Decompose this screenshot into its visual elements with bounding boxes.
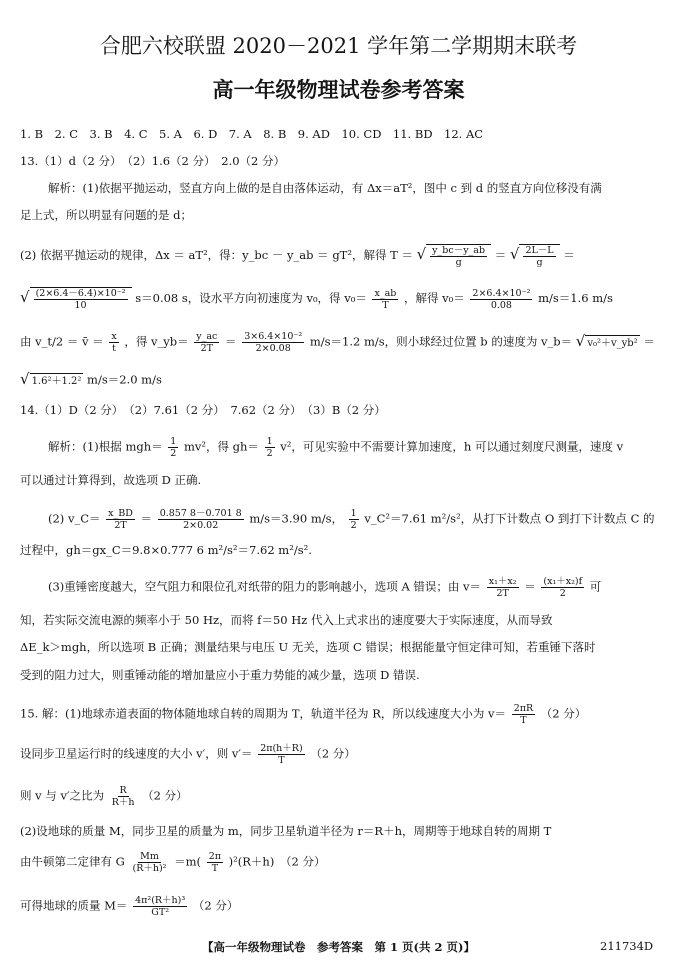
fraction-numerator: 2π(h＋R) bbox=[260, 743, 303, 754]
formula-text: 解析：(1)根据 mgh＝ bbox=[48, 439, 163, 454]
formula-text: ＝ bbox=[140, 511, 153, 526]
fraction-numerator: Mm bbox=[140, 851, 159, 862]
fraction-denominator: R＋h bbox=[111, 797, 135, 808]
fraction-denominator: 2 bbox=[350, 520, 357, 531]
sqrt-expression: √ $\frac{y\_bc-y\_ab}{g}$ bbox=[417, 244, 491, 268]
fraction-numerator: R bbox=[119, 785, 127, 796]
q14-analysis-line: ΔE_k＞mgh，所以选项 B 正确；测量结果与电压 U 无关，选项 C 错误；根据能量守恒定律可知，若重锤下落时 bbox=[20, 640, 596, 654]
formula-text: （2 分） bbox=[192, 898, 239, 913]
fraction-denominator: g bbox=[536, 257, 543, 268]
choice-answers: 1. B 2. C 3. B 4. C 5. A 6. D 7. A 8. B 9. AD 10. CD 11. BD 12. AC bbox=[20, 127, 484, 141]
fraction-denominator: 2T bbox=[200, 343, 214, 354]
fraction-numerator: y_bc－y_ab bbox=[432, 245, 486, 256]
fraction-numerator: 2πR bbox=[513, 703, 534, 714]
sqrt-expression: √ $\frac{2L-L}{g}$ bbox=[510, 244, 560, 268]
fraction-denominator: 2T bbox=[496, 588, 509, 599]
formula-text: ＝ bbox=[563, 248, 575, 262]
fraction-denominator: t bbox=[112, 343, 116, 354]
fraction-denominator: GT² bbox=[151, 907, 169, 918]
fraction-numerator: 4π²(R＋h)³ bbox=[135, 895, 186, 906]
fraction-denominator: 2×0.08 bbox=[255, 343, 291, 354]
sqrt-expression: √ 1.6²＋1.2² bbox=[20, 370, 82, 388]
document-code: 211734D bbox=[600, 939, 654, 953]
formula-text: s＝0.08 s，设水平方向初速度为 v₀，得 v₀＝ bbox=[135, 291, 367, 305]
formula-text: 由 v_t/2 ＝ v̄ ＝ bbox=[20, 334, 104, 349]
q13-formula-line bbox=[20, 287, 613, 311]
q15-solution-line bbox=[20, 895, 238, 918]
fraction-numerator: 0.857 8－0.701 8 bbox=[159, 508, 242, 519]
page-subtitle: 高一年级物理试卷参考答案 bbox=[212, 77, 465, 102]
formula-text: (2) 依据平抛运动的规律，Δx ＝ aT²，得：y_bc － y_ab ＝ gT²，解得 T ＝ bbox=[20, 248, 413, 262]
page-title: 合肥六校联盟 2020－2021 学年第二学期期末联考 bbox=[99, 34, 578, 58]
q13-analysis-line: 足上式，所以明显有问题的是 d； bbox=[20, 208, 193, 222]
q14-analysis-line: 可以通过计算得到，故选项 D 正确. bbox=[20, 473, 202, 487]
fraction-numerator: (x₁＋x₂)f bbox=[543, 576, 583, 587]
q13-result-line bbox=[20, 371, 162, 390]
q14-analysis-line: 受到的阻力过大，则重锤动能的增加量应小于重力势能的减少量，选项 D 错误. bbox=[20, 668, 420, 682]
fraction-denominator: (R＋h)² bbox=[132, 863, 167, 874]
formula-text: ，得 v_yb＝ bbox=[124, 334, 189, 349]
fraction-numerator: y_ac bbox=[196, 331, 218, 342]
q15-solution-line bbox=[20, 851, 326, 874]
formula-text: v_C²＝7.61 m²/s²，从打下计数点 O 到打下计数点 C 的 bbox=[364, 511, 655, 526]
fraction-denominator: T bbox=[278, 755, 285, 766]
fraction-denominator: T bbox=[520, 715, 527, 726]
fraction-numerator: 3×6.4×10⁻² bbox=[244, 331, 303, 342]
q14-analysis-line: 知，若实际交流电源的频率小于 50 Hz，而将 f＝50 Hz 代入上式求出的速度要大于实际速度，从而导致 bbox=[20, 613, 553, 627]
fraction-denominator: 2 bbox=[559, 588, 566, 599]
formula-text: （2 分） bbox=[142, 788, 188, 803]
fraction-numerator: 2×6.4×10⁻² bbox=[472, 287, 531, 299]
fraction-denominator: 2T bbox=[114, 520, 127, 531]
formula-text: 设同步卫星运行时的线速度的大小 v′，则 v′＝ bbox=[20, 746, 253, 761]
fraction-numerator: 2L－L bbox=[525, 245, 554, 256]
formula-text: （2 分） bbox=[540, 706, 587, 721]
fraction-denominator: T bbox=[382, 299, 389, 311]
formula-text: ＝ bbox=[524, 579, 536, 594]
formula-text: ＝ bbox=[494, 248, 507, 262]
q13-formula-line bbox=[20, 331, 655, 354]
sqrt-expression: √ v₀²＋v_yb² bbox=[575, 332, 638, 350]
formula-text: 可得地球的质量 M＝ bbox=[20, 898, 128, 913]
fraction-numerator: x_ab bbox=[374, 287, 397, 299]
q15-solution-line bbox=[20, 703, 586, 726]
fraction-denominator: 2 bbox=[266, 448, 273, 459]
q14-analysis-line bbox=[48, 576, 601, 599]
formula-text: m/s＝1.2 m/s，则小球经过位置 b 的速度为 v_b＝ bbox=[309, 334, 573, 349]
formula-text: 可 bbox=[589, 579, 602, 594]
fraction-numerator: 1 bbox=[350, 508, 357, 519]
q13-formula-line bbox=[20, 244, 575, 268]
fraction-denominator: 0.08 bbox=[490, 299, 512, 311]
formula-text: ，解得 v₀＝ bbox=[404, 291, 465, 305]
formula-text: v²，可见实验中不需要计算加速度，h 可以通过刻度尺测量，速度 v bbox=[280, 439, 624, 454]
fraction-denominator: g bbox=[455, 257, 462, 268]
q15-solution-line bbox=[20, 743, 356, 766]
fraction-numerator: 2π bbox=[208, 851, 222, 862]
fraction-denominator: 10 bbox=[74, 300, 87, 311]
fraction-numerator: 1 bbox=[266, 436, 273, 447]
fraction-denominator: 2×0.02 bbox=[183, 520, 219, 531]
formula-text: m/s＝3.90 m/s， bbox=[249, 511, 343, 526]
formula-text: ＝ bbox=[225, 334, 237, 349]
q13-answer: 13.（1）d（2 分） （2）1.6（2 分） 2.0（2 分） bbox=[20, 154, 286, 168]
formula-text: m/s＝1.6 m/s bbox=[538, 291, 613, 305]
sqrt-expression: √ $\frac{\text{(2×6.4－6.4)×10⁻²}}{10}$ bbox=[20, 287, 132, 311]
formula-text: m/s＝2.0 m/s bbox=[87, 372, 162, 387]
formula-text: ＝m( bbox=[174, 854, 202, 869]
fraction-numerator: x₁＋x₂ bbox=[488, 576, 517, 587]
formula-text: 则 v 与 v′之比为 bbox=[20, 788, 105, 803]
page-footer: 【高一年级物理试卷 参考答案 第 1 页(共 2 页)】 bbox=[202, 940, 475, 954]
q15-solution-line bbox=[20, 785, 188, 808]
q14-analysis-line bbox=[48, 436, 623, 459]
fraction-denominator: 2 bbox=[170, 448, 177, 459]
fraction-denominator: T bbox=[211, 863, 219, 874]
formula-text: （2 分） bbox=[310, 746, 356, 761]
fraction-numerator: x bbox=[111, 331, 117, 342]
q14-analysis-line: 过程中，gh＝gx_C＝9.8×0.777 6 m²/s²＝7.62 m²/s². bbox=[20, 543, 312, 557]
q14-answer: 14.（1）D（2 分） （2）7.61（2 分） 7.62（2 分） （3）B（2 分） bbox=[20, 403, 386, 417]
fraction-numerator: x_BD bbox=[108, 508, 133, 519]
sqrt-body: v₀²＋v_yb² bbox=[585, 335, 639, 352]
formula-text: mv²，得 gh＝ bbox=[183, 439, 259, 454]
formula-text: 由牛顿第二定律有 G bbox=[20, 854, 125, 869]
q13-analysis-line: 解析：(1)依据平抛运动，竖直方向上做的是自由落体运动，有 Δx＝aT²，图中 c 到 d 的竖直方向位移没有满 bbox=[48, 181, 602, 195]
formula-text: ＝ bbox=[643, 334, 655, 349]
fraction-numerator: (2×6.4－6.4)×10⁻² bbox=[35, 288, 126, 299]
sqrt-body: 1.6²＋1.2² bbox=[30, 373, 84, 390]
formula-text: )²(R＋h) （2 分） bbox=[228, 854, 326, 869]
q15-solution-line: (2)设地球的质量 M，同步卫星的质量为 m，同步卫星轨道半径为 r＝R＋h，周期等于地球自转的周期 T bbox=[20, 824, 552, 838]
formula-text: (2) v_C＝ bbox=[48, 511, 101, 526]
formula-text: 15. 解：(1)地球赤道表面的物体随地球自转的周期为 T，轨道半径为 R，所以线速度大小为 v＝ bbox=[20, 706, 507, 721]
fraction-numerator: 1 bbox=[170, 436, 177, 447]
q14-formula-line bbox=[48, 508, 655, 531]
formula-text: (3)重锤密度越大，空气阻力和限位孔对纸带的阻力的影响越小，选项 A 错误；由 v＝ bbox=[48, 579, 482, 594]
